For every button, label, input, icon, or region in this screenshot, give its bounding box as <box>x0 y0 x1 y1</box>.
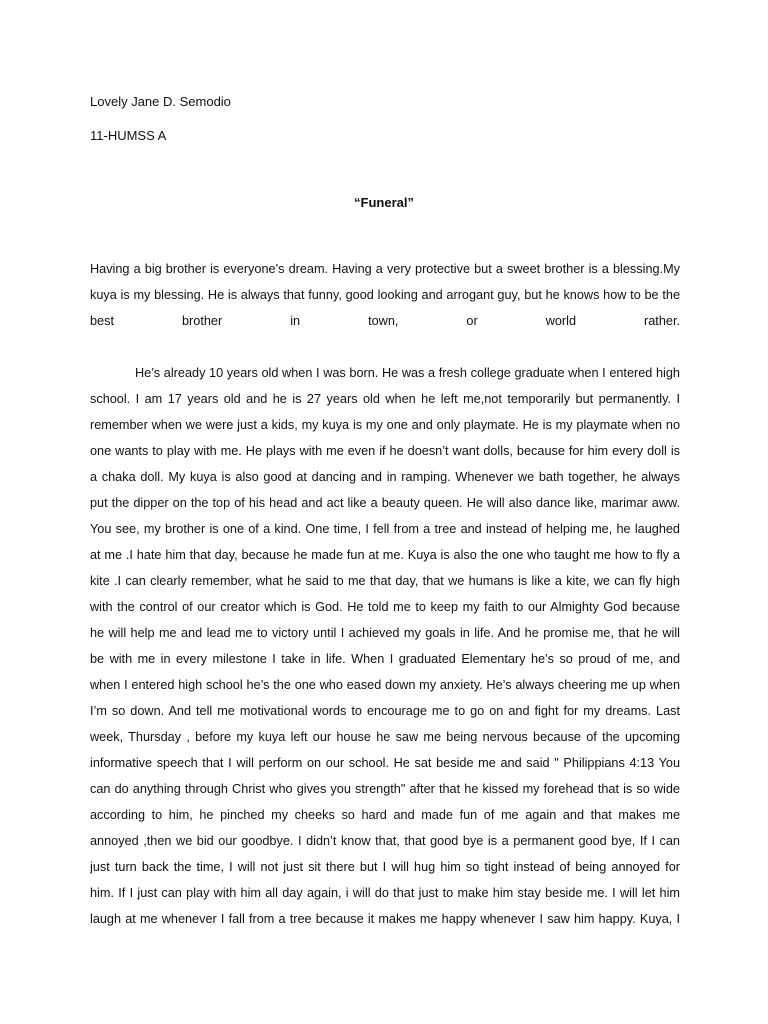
paragraph-line: put the dipper on the top of his head and act like a beauty queen. He will also dance like, marimar aww. <box>90 496 680 510</box>
paragraph-line: best brother in town, or world rather. <box>90 314 680 328</box>
paragraph-line: just turn back the time, I will not just sit there but I will hug him so tight instead of being annoyed for <box>90 860 680 874</box>
paragraph-line: can do anything through Christ who gives you strength" after that he kissed my forehead that is so wide <box>90 782 680 796</box>
paragraph-line: annoyed ,then we bid our goodbye. I didn’t know that, that good bye is a permanent good bye, If I can <box>90 834 680 848</box>
paragraph-line: at me .I hate him that day, because he made fun at me. Kuya is also the one who taught me how to fly a <box>90 548 680 562</box>
paragraph-line: remember when we were just a kids, my kuya is my one and only playmate. He is my playmate when no <box>90 418 680 432</box>
paragraph-line: I’m so down. And tell me motivational words to encourage me to go on and fight for my dreams. Last <box>90 704 680 718</box>
author-name: Lovely Jane D. Semodio <box>90 94 231 109</box>
paragraph-line: week, Thursday , before my kuya left our house he saw me being nervous because of the upcoming <box>90 730 680 744</box>
paragraph-line: laugh at me whenever I fall from a tree because it makes me happy whenever I saw him happy. Kuya, I <box>90 912 680 926</box>
paragraph-line: He’s already 10 years old when I was born. He was a fresh college graduate when I entered high <box>135 366 680 380</box>
essay-title: “Funeral” <box>354 195 414 210</box>
paragraph-line: he will help me and lead me to victory until I achieved my goals in life. And he promise me, that he will <box>90 626 680 640</box>
paragraph-line: one wants to play with me. He plays with me even if he doesn’t want dolls, because for him every doll is <box>90 444 680 458</box>
paragraph-line: according to him, he pinched my cheeks so hard and made fun of me again and that makes me <box>90 808 680 822</box>
paragraph-line: with the control of our creator which is God. He told me to keep my faith to our Almighty God because <box>90 600 680 614</box>
paragraph-line: school. I am 17 years old and he is 27 years old when he left me,not temporarily but permanently. I <box>90 392 680 406</box>
paragraph-line: informative speech that I will perform on our school. He sat beside me and said " Philippians 4:13 You <box>90 756 680 770</box>
paragraph-line: be with me in every milestone I take in life. When I graduated Elementary he’s so proud of me, and <box>90 652 680 666</box>
paragraph-line: You see, my brother is one of a kind. One time, I fell from a tree and instead of helping me, he laughed <box>90 522 680 536</box>
paragraph-line: him. If I just can play with him all day again, i will do that just to make him stay beside me. I will let him <box>90 886 680 900</box>
paragraph-line: when I entered high school he’s the one who eased down my anxiety. He’s always cheering me up when <box>90 678 680 692</box>
paragraph-line: kite .I can clearly remember, what he said to me that day, that we humans is like a kite, we can fly high <box>90 574 680 588</box>
paragraph-line: Having a big brother is everyone’s dream. Having a very protective but a sweet brother is a blessing.My <box>90 262 680 276</box>
paragraph-line: a chaka doll. My kuya is also good at dancing and in ramping. Whenever we bath together, he always <box>90 470 680 484</box>
class-section: 11-HUMSS A <box>90 128 167 143</box>
paragraph-line: kuya is my blessing. He is always that funny, good looking and arrogant guy, but he knows how to be the <box>90 288 680 302</box>
